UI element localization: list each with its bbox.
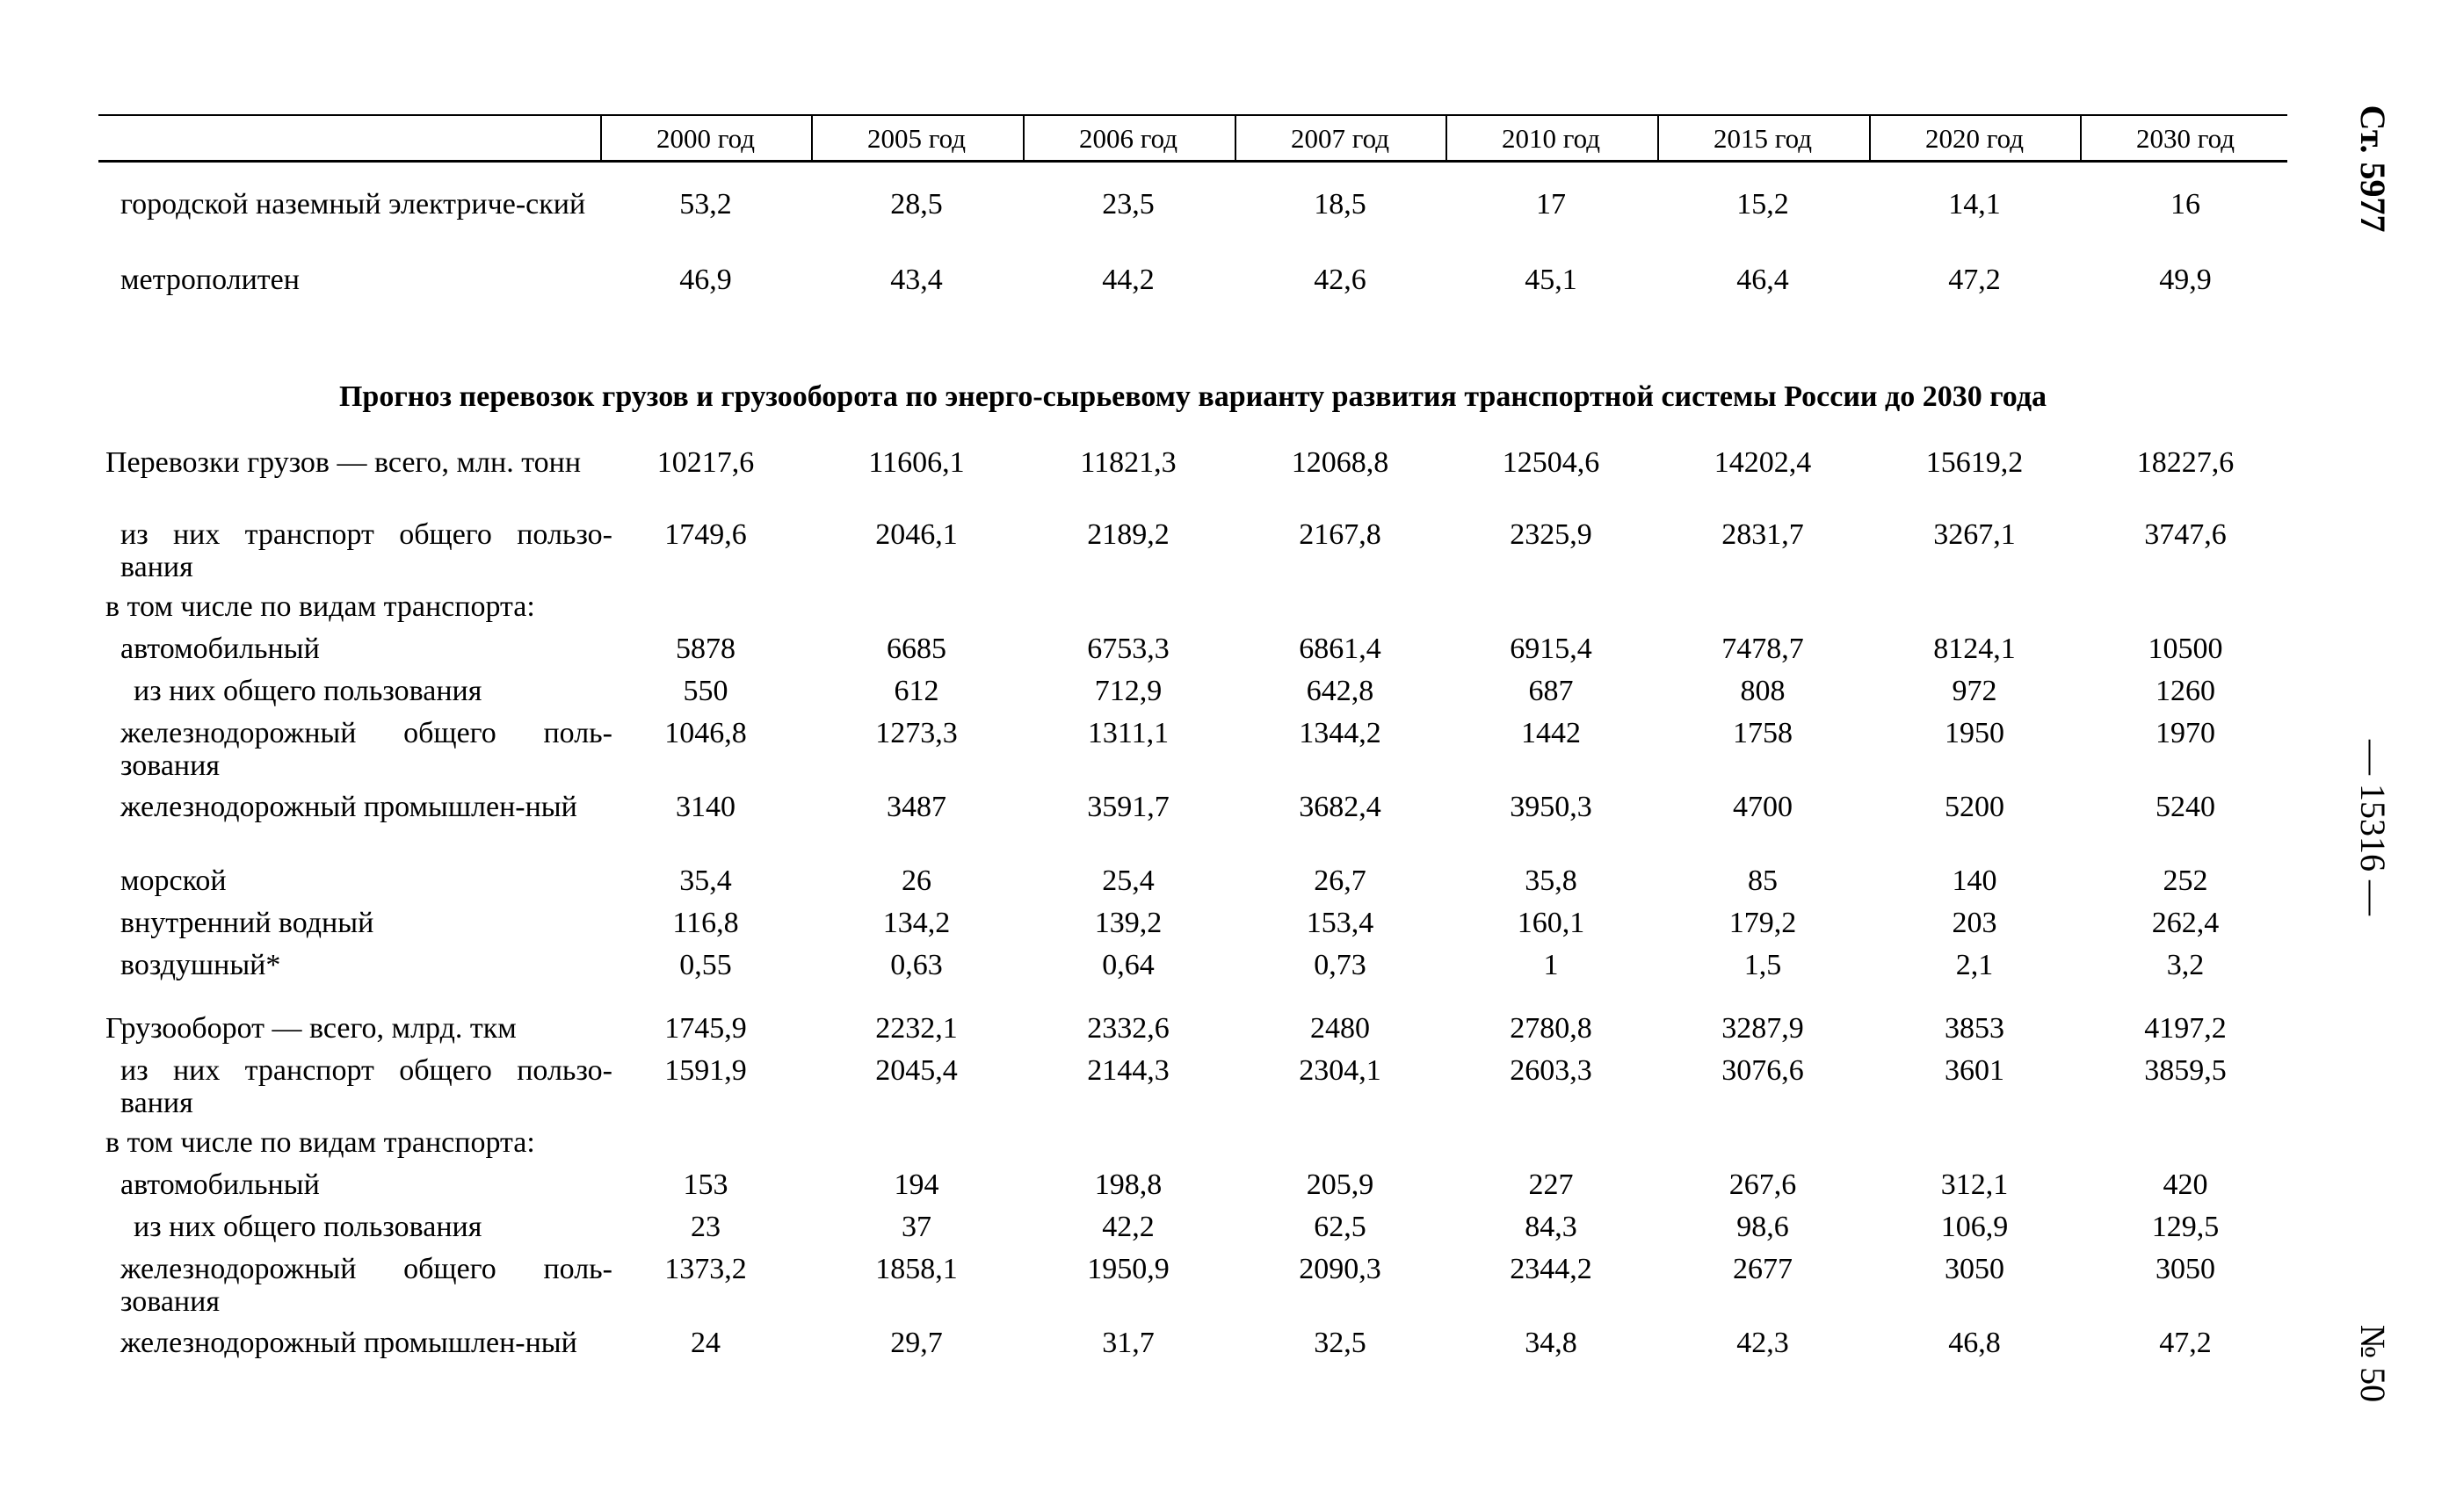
table-cell: 0,73 — [1314, 949, 1366, 981]
table-cell: 2325,9 — [1510, 518, 1592, 551]
row-label: железнодорожный промышлен-ный — [120, 791, 577, 823]
table-cell: 2603,3 — [1510, 1054, 1592, 1087]
table-cell: 53,2 — [679, 188, 732, 221]
table-cell: 2046,1 — [875, 518, 958, 551]
table-cell: 15619,2 — [1925, 446, 2024, 479]
table-cell: 32,5 — [1314, 1327, 1366, 1359]
table-cell: 420 — [2163, 1168, 2208, 1201]
section-title: Прогноз перевозок грузов и грузооборота по энерго-сырьевому варианту развития транспортной системы России до 2030 года — [338, 380, 2047, 413]
table-cell: 267,6 — [1728, 1168, 1797, 1201]
table-cell: 2090,3 — [1299, 1253, 1381, 1285]
table-cell: 16 — [2170, 188, 2200, 221]
table-cell: 0,55 — [679, 949, 732, 981]
table-cell: 3050 — [1945, 1253, 2004, 1285]
column-header: 2030 год — [2135, 123, 2235, 154]
table-cell: 140 — [1952, 865, 1997, 897]
table-cell: 12068,8 — [1291, 446, 1389, 479]
table-cell: 3267,1 — [1933, 518, 2016, 551]
table-cell: 3601 — [1945, 1054, 2004, 1087]
table-cell: 37 — [902, 1211, 931, 1243]
table-cell: 972 — [1952, 675, 1997, 707]
table-cell: 1260 — [2156, 675, 2215, 707]
table-cell: 205,9 — [1306, 1168, 1374, 1201]
table-cell: 18,5 — [1314, 188, 1366, 221]
table-cell: 1591,9 — [664, 1054, 747, 1087]
table-cell: 2677 — [1733, 1253, 1793, 1285]
table-cell: 3076,6 — [1721, 1054, 1804, 1087]
document-number: — 15316 — — [2353, 740, 2393, 915]
table-cell: 687 — [1528, 675, 1574, 707]
row-label: автомобильный — [120, 1168, 320, 1201]
table-cell: 1311,1 — [1087, 717, 1170, 749]
table-cell: 2189,2 — [1087, 518, 1170, 551]
table-cell: 3487 — [887, 791, 946, 823]
row-label: из них общего пользования — [134, 1211, 482, 1243]
row-label: из них общего пользования — [134, 675, 482, 707]
column-header: 2005 год — [866, 123, 967, 154]
table-cell: 18227,6 — [2136, 446, 2235, 479]
table-cell: 1858,1 — [875, 1253, 958, 1285]
table-cell: 2344,2 — [1510, 1253, 1592, 1285]
table-cell: 26,7 — [1314, 865, 1366, 897]
column-header: 2020 год — [1924, 123, 2025, 154]
row-label: метрополитен — [120, 264, 300, 296]
table-cell: 2780,8 — [1510, 1012, 1592, 1045]
row-label: морской — [120, 865, 227, 897]
table-cell: 1,5 — [1743, 949, 1782, 981]
table-cell: 11821,3 — [1080, 446, 1177, 479]
table-cell: 2,1 — [1955, 949, 1994, 981]
table-cell: 34,8 — [1525, 1327, 1577, 1359]
table-cell: 153 — [683, 1168, 728, 1201]
table-cell: 3591,7 — [1087, 791, 1170, 823]
table-cell: 35,8 — [1525, 865, 1577, 897]
table-cell: 6861,4 — [1299, 633, 1381, 665]
table-cell: 1758 — [1733, 717, 1793, 749]
row-label: из них транспорт общего пользо-вания — [120, 518, 612, 583]
table-cell: 3859,5 — [2144, 1054, 2227, 1087]
page-number: Ст. 5977 — [2353, 105, 2393, 233]
table-cell: 1442 — [1521, 717, 1581, 749]
row-label: из них транспорт общего пользо-вания — [120, 1054, 612, 1119]
row-label: железнодорожный общего поль-зования — [120, 717, 612, 782]
table-cell: 15,2 — [1736, 188, 1789, 221]
row-label: воздушный* — [120, 949, 281, 981]
table-cell: 10500 — [2148, 633, 2223, 665]
table-cell: 14,1 — [1948, 188, 2001, 221]
table-cell: 2332,6 — [1087, 1012, 1170, 1045]
table-cell: 153,4 — [1306, 907, 1374, 939]
row-label: в том числе по видам транспорта: — [105, 1126, 535, 1159]
header-rule-top — [98, 114, 2287, 116]
table-cell: 8124,1 — [1933, 633, 2016, 665]
row-label: городской наземный электриче-ский — [120, 188, 586, 221]
table-cell: 1970 — [2156, 717, 2215, 749]
table-cell: 6915,4 — [1510, 633, 1592, 665]
table-cell: 3853 — [1945, 1012, 2004, 1045]
table-cell: 47,2 — [1948, 264, 2001, 296]
table-cell: 1 — [1543, 949, 1559, 981]
table-cell: 3950,3 — [1510, 791, 1592, 823]
table-cell: 17 — [1536, 188, 1566, 221]
table-cell: 14202,4 — [1714, 446, 1812, 479]
table-cell: 129,5 — [2151, 1211, 2220, 1243]
row-label: Грузооборот — всего, млрд. ткм — [105, 1012, 517, 1045]
table-cell: 198,8 — [1094, 1168, 1163, 1201]
row-label: железнодорожный общего поль-зования — [120, 1253, 612, 1318]
table-cell: 24 — [691, 1327, 721, 1359]
table-cell: 1749,6 — [664, 518, 747, 551]
table-cell: 23,5 — [1102, 188, 1155, 221]
table-cell: 262,4 — [2151, 907, 2220, 939]
table-cell: 45,1 — [1525, 264, 1577, 296]
table-cell: 11606,1 — [868, 446, 965, 479]
table-cell: 2144,3 — [1087, 1054, 1170, 1087]
table-cell: 7478,7 — [1721, 633, 1804, 665]
table-cell: 5878 — [676, 633, 735, 665]
table-cell: 227 — [1528, 1168, 1574, 1201]
row-label: внутренний водный — [120, 907, 374, 939]
column-header: 2006 год — [1078, 123, 1178, 154]
column-header: 2015 год — [1713, 123, 1813, 154]
table-cell: 116,8 — [672, 907, 739, 939]
table-cell: 179,2 — [1728, 907, 1797, 939]
row-label: Перевозки грузов — всего, млн. тонн — [105, 446, 582, 479]
table-cell: 194 — [894, 1168, 939, 1201]
table-cell: 47,2 — [2159, 1327, 2212, 1359]
table-cell: 1344,2 — [1299, 717, 1381, 749]
table-cell: 98,6 — [1736, 1211, 1789, 1243]
table-cell: 2304,1 — [1299, 1054, 1381, 1087]
table-cell: 3050 — [2156, 1253, 2215, 1285]
header-rule-bottom — [98, 160, 2287, 163]
table-cell: 0,64 — [1102, 949, 1155, 981]
table-cell: 1046,8 — [664, 717, 747, 749]
table-cell: 612 — [894, 675, 939, 707]
row-label: железнодорожный промышлен-ный — [120, 1327, 577, 1359]
table-cell: 28,5 — [890, 188, 943, 221]
table-cell: 106,9 — [1940, 1211, 2009, 1243]
table-cell: 42,6 — [1314, 264, 1366, 296]
table-cell: 550 — [683, 675, 728, 707]
table-cell: 6753,3 — [1087, 633, 1170, 665]
table-cell: 2232,1 — [875, 1012, 958, 1045]
table-cell: 203 — [1952, 907, 1997, 939]
table-cell: 85 — [1748, 865, 1778, 897]
table-cell: 10217,6 — [656, 446, 755, 479]
table-cell: 4197,2 — [2144, 1012, 2227, 1045]
table-cell: 42,2 — [1102, 1211, 1155, 1243]
table-cell: 1950 — [1945, 717, 2004, 749]
table-cell: 3287,9 — [1721, 1012, 1804, 1045]
table-cell: 2167,8 — [1299, 518, 1381, 551]
column-header: 2010 год — [1501, 123, 1601, 154]
table-cell: 84,3 — [1525, 1211, 1577, 1243]
table-cell: 1950,9 — [1087, 1253, 1170, 1285]
table-cell: 46,8 — [1948, 1327, 2001, 1359]
table-cell: 808 — [1740, 675, 1786, 707]
column-header: 2007 год — [1290, 123, 1390, 154]
table-cell: 42,3 — [1736, 1327, 1789, 1359]
table-cell: 1373,2 — [664, 1253, 747, 1285]
table-cell: 0,63 — [890, 949, 943, 981]
table-cell: 3,2 — [2166, 949, 2205, 981]
table-cell: 5200 — [1945, 791, 2004, 823]
table-cell: 2045,4 — [875, 1054, 958, 1087]
table-cell: 712,9 — [1094, 675, 1163, 707]
table-cell: 26 — [902, 865, 931, 897]
table-cell: 25,4 — [1102, 865, 1155, 897]
table-cell: 46,4 — [1736, 264, 1789, 296]
table-cell: 134,2 — [882, 907, 951, 939]
table-cell: 46,9 — [679, 264, 732, 296]
table-cell: 6685 — [887, 633, 946, 665]
table-cell: 160,1 — [1517, 907, 1585, 939]
table-cell: 44,2 — [1102, 264, 1155, 296]
table-cell: 3140 — [676, 791, 735, 823]
row-label: в том числе по видам транспорта: — [105, 590, 535, 623]
table-cell: 5240 — [2156, 791, 2215, 823]
table-cell: 1273,3 — [875, 717, 958, 749]
table-cell: 312,1 — [1940, 1168, 2009, 1201]
column-header: 2000 год — [656, 123, 756, 154]
table-cell: 1745,9 — [664, 1012, 747, 1045]
table-cell: 252 — [2163, 865, 2208, 897]
table-cell: 2831,7 — [1721, 518, 1804, 551]
table-cell: 62,5 — [1314, 1211, 1366, 1243]
table-cell: 642,8 — [1306, 675, 1374, 707]
issue-number: № 50 — [2353, 1324, 2393, 1403]
table-cell: 23 — [691, 1211, 721, 1243]
table-cell: 3682,4 — [1299, 791, 1381, 823]
table-cell: 2480 — [1310, 1012, 1370, 1045]
table-cell: 139,2 — [1094, 907, 1163, 939]
table-cell: 4700 — [1733, 791, 1793, 823]
table-cell: 35,4 — [679, 865, 732, 897]
table-cell: 29,7 — [890, 1327, 943, 1359]
table-cell: 12504,6 — [1502, 446, 1600, 479]
table-cell: 3747,6 — [2144, 518, 2227, 551]
row-label: автомобильный — [120, 633, 320, 665]
table-cell: 31,7 — [1102, 1327, 1155, 1359]
table-cell: 49,9 — [2159, 264, 2212, 296]
table-cell: 43,4 — [890, 264, 943, 296]
